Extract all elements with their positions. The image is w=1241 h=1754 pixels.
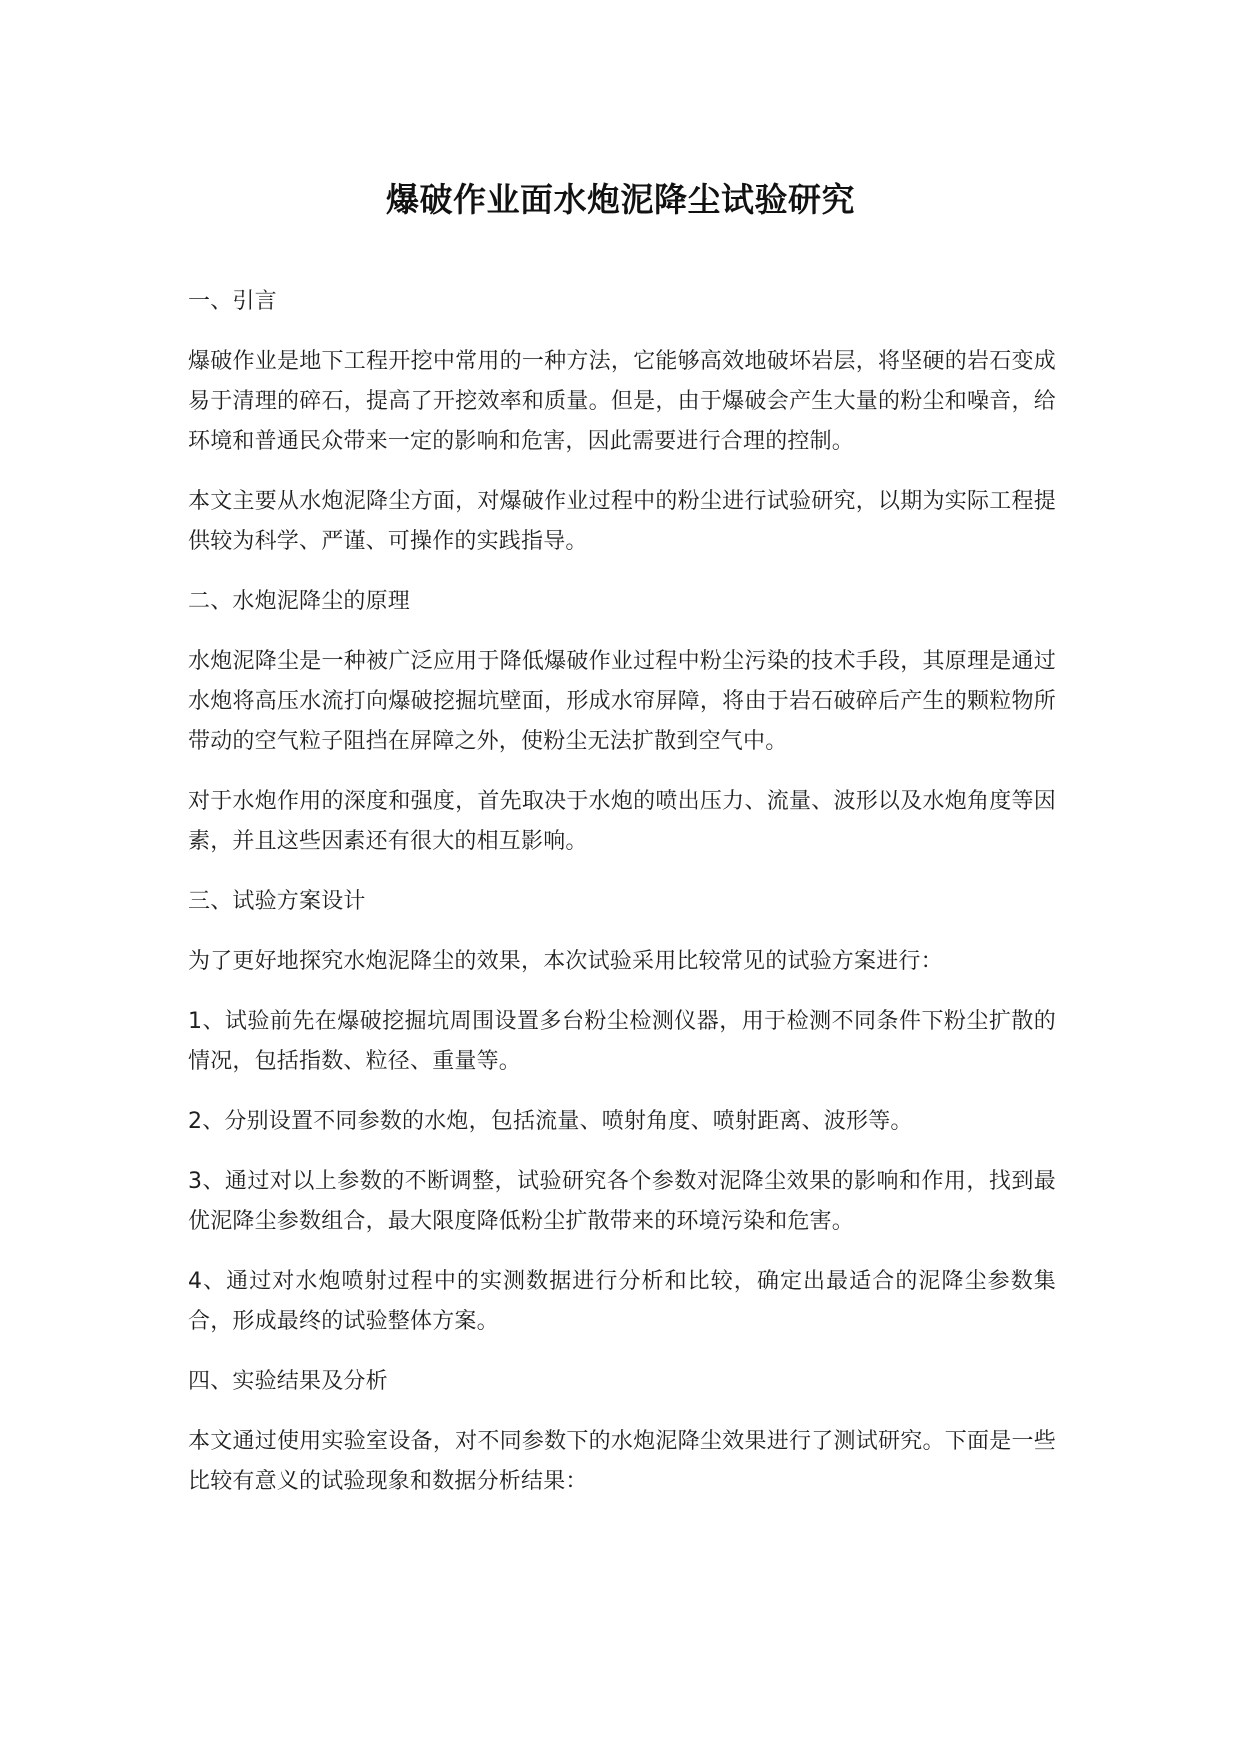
section-heading-test-design: 三、试验方案设计 bbox=[188, 889, 366, 914]
list-item: 1、试验前先在爆破挖掘坑周围设置多台粉尘检测仪器，用于检测不同条件下粉尘扩散的情况，包括指数、粒径、重量等。 bbox=[188, 1009, 1056, 1074]
paragraph: 水炮泥降尘是一种被广泛应用于降低爆破作业过程中粉尘污染的技术手段，其原理是通过水炮将高压水流打向爆破挖掘坑壁面，形成水帘屏障，将由于岩石破碎后产生的颗粒物所带动的空气粒子阻挡在屏障之外，使粉尘无法扩散到空气中。 bbox=[188, 649, 1056, 754]
section-heading-principle: 二、水炮泥降尘的原理 bbox=[188, 589, 411, 614]
section-heading-introduction: 一、引言 bbox=[188, 289, 277, 314]
document-body bbox=[188, 282, 1056, 1522]
paragraph: 对于水炮作用的深度和强度，首先取决于水炮的喷出压力、流量、波形以及水炮角度等因素，并且这些因素还有很大的相互影响。 bbox=[188, 789, 1056, 854]
document-title: 爆破作业面水炮泥降尘试验研究 bbox=[386, 180, 855, 219]
paragraph: 为了更好地探究水炮泥降尘的效果，本次试验采用比较常见的试验方案进行： bbox=[188, 949, 943, 974]
paragraph: 本文通过使用实验室设备，对不同参数下的水炮泥降尘效果进行了测试研究。下面是一些比较有意义的试验现象和数据分析结果： bbox=[188, 1429, 1056, 1494]
list-item: 2、分别设置不同参数的水炮，包括流量、喷射角度、喷射距离、波形等。 bbox=[188, 1109, 913, 1134]
list-item: 3、通过对以上参数的不断调整，试验研究各个参数对泥降尘效果的影响和作用，找到最优泥降尘参数组合，最大限度降低粉尘扩散带来的环境污染和危害。 bbox=[188, 1169, 1056, 1234]
paragraph: 本文主要从水炮泥降尘方面，对爆破作业过程中的粉尘进行试验研究，以期为实际工程提供较为科学、严谨、可操作的实践指导。 bbox=[188, 489, 1056, 554]
section-heading-results: 四、实验结果及分析 bbox=[188, 1369, 388, 1394]
list-item: 4、通过对水炮喷射过程中的实测数据进行分析和比较，确定出最适合的泥降尘参数集合，形成最终的试验整体方案。 bbox=[188, 1269, 1056, 1334]
paragraph: 爆破作业是地下工程开挖中常用的一种方法，它能够高效地破坏岩层，将坚硬的岩石变成易于清理的碎石，提高了开挖效率和质量。但是，由于爆破会产生大量的粉尘和噪音，给环境和普通民众带来一定的影响和危害，因此需要进行合理的控制。 bbox=[188, 349, 1056, 454]
